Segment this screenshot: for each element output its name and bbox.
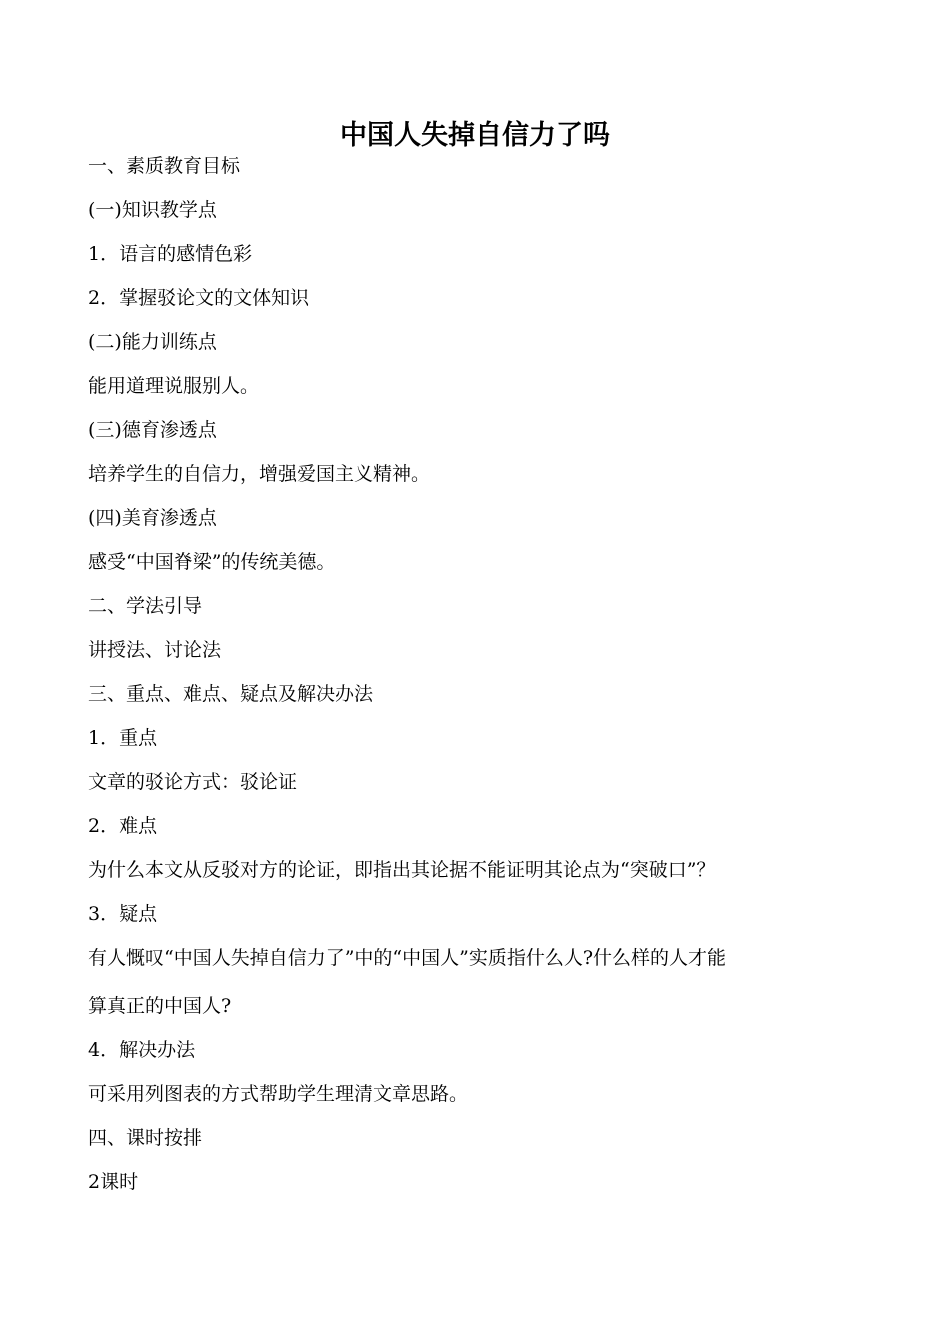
subsection-heading: (二)能力训练点 bbox=[88, 331, 217, 353]
paragraph: 培养学生的自信力，增强爱国主义精神。 bbox=[88, 463, 431, 485]
list-item: 1．重点 bbox=[88, 727, 158, 749]
section-heading: 四、课时按排 bbox=[88, 1127, 203, 1149]
paragraph: 能用道理说服别人。 bbox=[88, 375, 260, 397]
list-item: 2．难点 bbox=[88, 815, 158, 837]
subsection-heading: (四)美育渗透点 bbox=[88, 507, 217, 529]
paragraph: 感受“中国脊梁”的传统美德。 bbox=[88, 551, 336, 573]
paragraph: 讲授法、讨论法 bbox=[88, 639, 222, 661]
document-title: 中国人失掉自信力了吗 bbox=[340, 120, 610, 151]
document-body bbox=[88, 150, 878, 1210]
subsection-heading: (三)德育渗透点 bbox=[88, 419, 217, 441]
list-item: 3．疑点 bbox=[88, 903, 158, 925]
section-heading: 二、学法引导 bbox=[88, 595, 203, 617]
paragraph: 为什么本文从反驳对方的论证，即指出其论据不能证明其论点为“突破口”？ bbox=[88, 859, 716, 881]
paragraph: 有人慨叹“中国人失掉自信力了”中的“中国人”实质指什么人?什么样的人才能 bbox=[88, 947, 727, 969]
list-item: 4．解决办法 bbox=[88, 1039, 196, 1061]
paragraph: 文章的驳论方式：驳论证 bbox=[88, 771, 298, 793]
list-item: 1．语言的感情色彩 bbox=[88, 243, 253, 265]
section-heading: 一、素质教育目标 bbox=[88, 155, 241, 177]
paragraph-continuation: 算真正的中国人? bbox=[88, 995, 232, 1017]
paragraph: 可采用列图表的方式帮助学生理清文章思路。 bbox=[88, 1083, 469, 1105]
list-item: 2．掌握驳论文的文体知识 bbox=[88, 287, 310, 309]
subsection-heading: (一)知识教学点 bbox=[88, 199, 217, 221]
paragraph: 2课时 bbox=[88, 1171, 139, 1193]
section-heading: 三、重点、难点、疑点及解决办法 bbox=[88, 683, 374, 705]
